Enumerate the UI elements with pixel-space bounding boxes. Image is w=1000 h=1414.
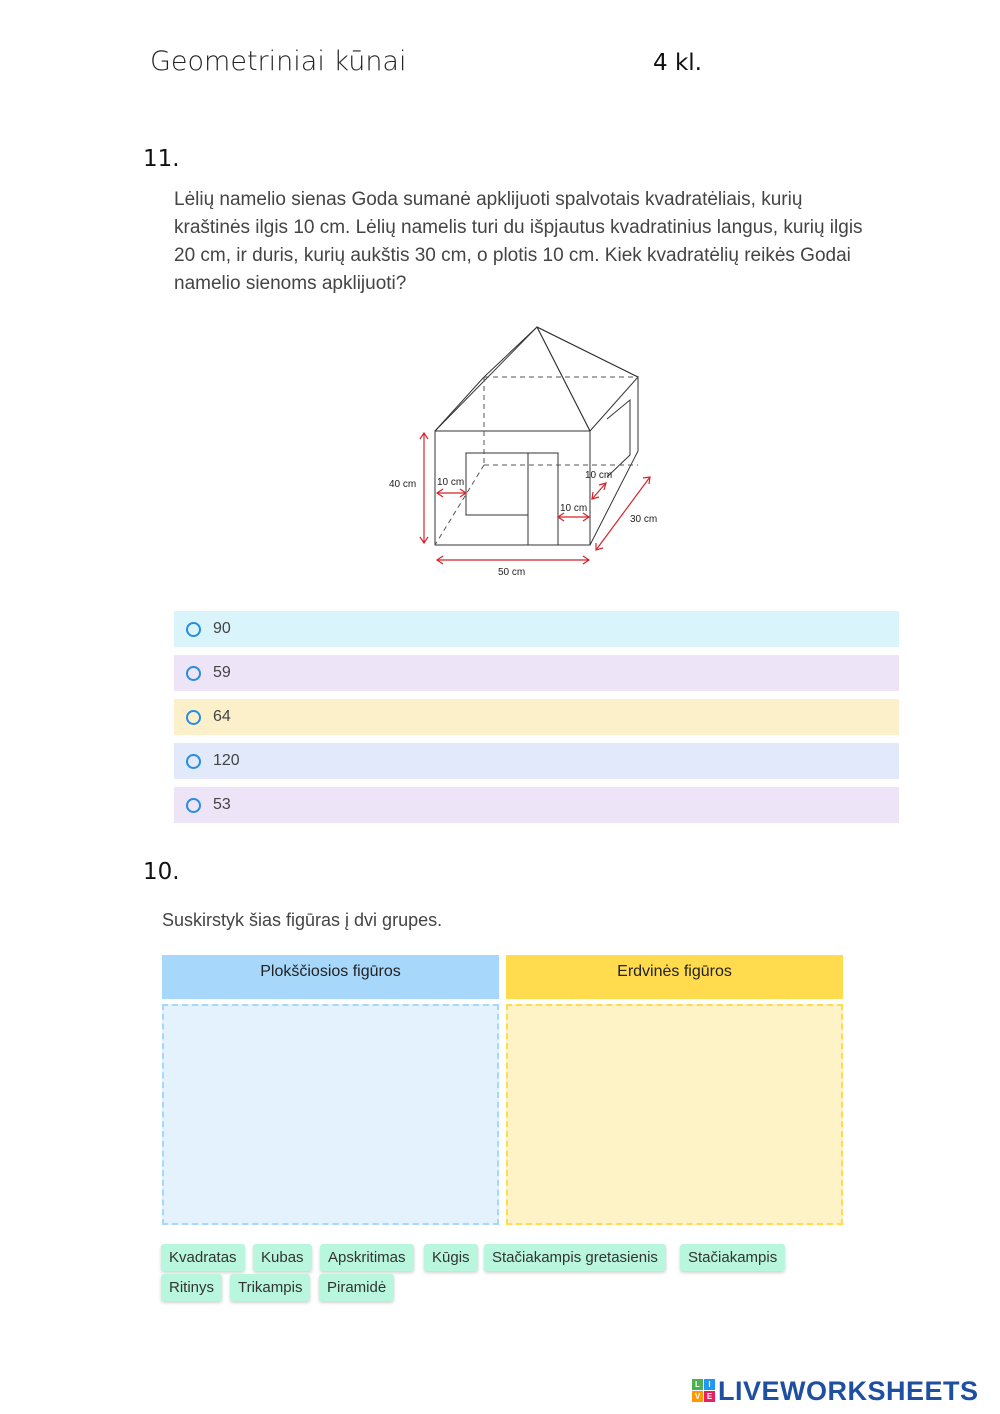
answer-option[interactable] [174, 787, 899, 823]
answer-option[interactable] [174, 743, 899, 779]
question-10-number: 10. [143, 859, 180, 885]
drop-zone-flat[interactable] [162, 1004, 499, 1225]
dollhouse-figure [380, 320, 670, 582]
question-11-number: 11. [143, 146, 180, 172]
answer-option-label: 64 [213, 708, 231, 725]
drop-zone-solid[interactable] [506, 1004, 843, 1225]
shape-chip[interactable]: Kubas [253, 1244, 312, 1271]
group-title-flat: Plokščiosios figūros [260, 963, 401, 980]
radio-button[interactable] [186, 710, 201, 725]
radio-button[interactable] [186, 666, 201, 681]
radio-button[interactable] [186, 622, 201, 637]
shape-chip[interactable]: Stačiakampis [680, 1244, 785, 1271]
answer-option[interactable] [174, 655, 899, 691]
logo-text: LIVEWORKSHEETS [718, 1375, 979, 1406]
figure-label-height: 40 cm [389, 479, 417, 490]
question-11-text: Lėlių namelio sienas Goda sumanė apklijuoti spalvotais kvadratėliais, kurių kraštinės ilgis 10 cm. Lėlių namelis turi du išpjautus kvadratinius langus, kurių ilgis 20 cm, ir duris, kurių aukštis 30 cm, o plotis 10 cm. Kiek kvadratėlių reikės Godai namelio sienoms apklijuoti? [174, 189, 863, 294]
answer-option[interactable] [174, 611, 899, 647]
answer-option-label: 120 [213, 752, 240, 769]
figure-label-depth: 30 cm [630, 514, 658, 525]
shape-chip[interactable]: Piramidė [319, 1274, 394, 1301]
group-head-solid [506, 955, 843, 999]
shape-chip[interactable]: Ritinys [161, 1274, 222, 1301]
answer-option-label: 59 [213, 664, 231, 681]
group-title-solid: Erdvinės figūros [617, 963, 732, 980]
shape-chip[interactable]: Apskritimas [320, 1244, 414, 1271]
figure-label-width: 50 cm [498, 567, 526, 578]
liveworksheets-logo [692, 1376, 979, 1406]
shape-chip[interactable]: Stačiakampis gretasienis [484, 1244, 666, 1271]
answer-option-label: 53 [213, 796, 231, 813]
figure-label-side-gap: 10 cm [585, 470, 613, 481]
group-head-flat [162, 955, 499, 999]
radio-button[interactable] [186, 798, 201, 813]
shape-chip[interactable]: Trikampis [230, 1274, 310, 1301]
question-10-instruction: Suskirstyk šias figūras į dvi grupes. [162, 910, 443, 930]
page-title: Geometriniai kūnai [150, 46, 407, 77]
logo-mark-icon: L I V E [692, 1379, 716, 1403]
shape-chip[interactable]: Kvadratas [161, 1244, 245, 1271]
figure-label-window-gap: 10 cm [437, 477, 465, 488]
figure-label-door-gap: 10 cm [560, 503, 588, 514]
radio-button[interactable] [186, 754, 201, 769]
shape-chip[interactable]: Kūgis [424, 1244, 478, 1271]
answer-option-label: 90 [213, 620, 231, 637]
grade-label: 4 kl. [653, 50, 702, 76]
answer-option[interactable] [174, 699, 899, 735]
